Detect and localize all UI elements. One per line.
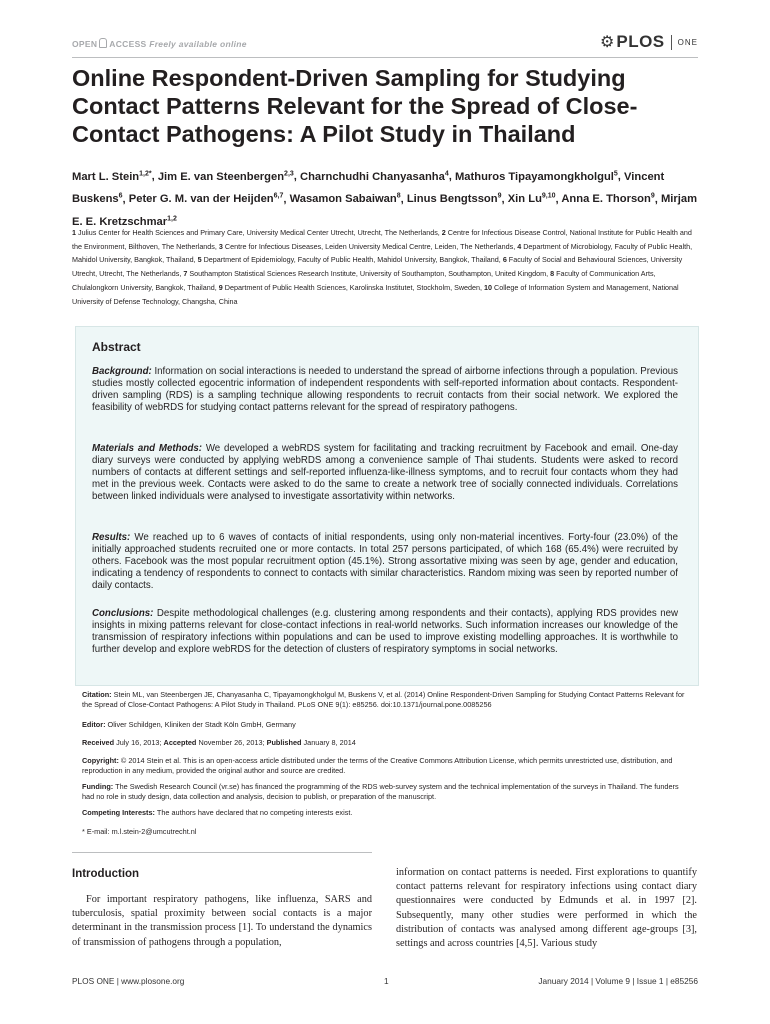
abstract-conclusions: Conclusions: Despite methodological challenges (e.g. clustering among respondents and their contacts), applying RDS provides new insights in mixing patterns relevant for close-contact infections in real-world networks. Such information increases our knowledge of the transmission of respiratory infections within populations and can be used to improve existing modelling approaches. It is worthwhile to further develop and explore webRDS for the detection of clusters of respiratory symptoms in social networks. [92,608,678,655]
author: Mirjam E. E. Kretzschmar$^{1,2}$ [72,193,698,229]
intro-right-column: information on contact patterns is needed. First explorations to quantify contact patterns relevant for respiratory infections using contact diary questionnaires were conducted by Edmunds et al. in 1997 [2]. Subsequently, many other studies were performed in which the distribution of contacts was analysed among different age-groups [3], settings and across countries [4,5]. Various study [396,867,697,950]
email: * E-mail: m.l.stein-2@umcutrecht.nl [82,827,197,836]
article-title: Online Respondent-Driven Sampling for Studying Contact Patterns Relevant for the Spread of Close-Contact Pathogens: A Pilot Study in Thailand [72,65,638,147]
citation: Citation: Stein ML, van Steenbergen JE, Chanyasanha C, Tipayamongkholgul M, Buskens V, et al. (2014) Online Respondent-Driven Sampling for Studying Contact Patterns Relevant for the Spread of Close-Contact Pathogens: A Pilot Study in Thailand. PLoS ONE 9(1): e85256. doi:10.1371/journal.pone.0085256 [82,690,685,710]
affiliations [72,226,702,308]
competing-interests: Competing Interests: The authors have declared that no competing interests exist. [82,808,353,817]
intro-left-column: For important respiratory pathogens, like influenza, SARS and tuberculosis, spatial proximity between social contacts is a major determinant in the transmission process [1]. To understand the dynamics of transmission of pathogens through a population, [72,894,372,948]
author: Charnchudhi Chanyasanha$^4$ [300,170,449,183]
affiliation: 8 Faculty of Communication Arts, Chulalongkorn University, Bangkok, Thailand, [72,269,656,292]
abstract-methods: Materials and Methods: We developed a webRDS system for facilitating and tracking recruitment by Facebook and email. One-day diary surveys were conducted by applying webRDS among a convenience sample of Thai students. Students were asked to record numbers of contacts at different settings and self-reported influenza-like-illness symptoms, and to recruit four contacts whom they had met in the previous week. Contacts were asked to do the same to create a network tree of socially connected individuals. Correlations between linked individuals were analysed to investigate assortativity within networks. [92,443,678,502]
funding: Funding: The Swedish Research Council (vr.se) has financed the programming of the RDS web-survey system and the technical implementation of the surveys in Thailand. The funders had no role in study design, data collection and analysis, decision to publish, or preparation of the manuscript. [82,782,679,802]
page-number: 1 [384,976,389,986]
footer-issue: January 2014 | Volume 9 | Issue 1 | e85256 [538,976,698,986]
abstract-results: Results: We reached up to 6 waves of contacts of initial respondents, using only non-material incentives. Forty-four (23.0%) of the initially approached students recruited one or more contacts. In total 257 persons participated, of which 168 (65.4%) were recruited by others. Facebook was the most popular recruitment option (45.1%). Strong assortative mixing was seen by age, gender and education, indicating a tendency of respondents to connect to contacts with similar characteristics. Random mixing was seen by reported number of daily contacts. [92,532,678,591]
header-rule [72,57,698,58]
affiliation: 6 Faculty of Social and Behavioural Sciences, University Utrecht, Utrecht, The Netherlands, [72,255,683,279]
affiliation: 2 Centre for Infectious Disease Control, National Institute for Public Health and the Environment, Bilthoven, The Netherlands, [72,228,692,251]
author: Anna E. Thorson$^9$ [561,192,655,206]
introduction-heading: Introduction [72,868,140,880]
affiliation: 7 Southampton Statistical Sciences Research Institute, University of Southampton, Southampton, United Kingdom, [183,269,551,279]
author: Mathuros Tipayamongkholgul$^5$ [454,170,618,183]
journal-header [72,32,698,54]
abstract-background: Background: Information on social interactions is needed to understand the spread of airborne infections through a population. Previous studies mostly collected egocentric information of independent respondents with self-reported information about contacts. Respondent-driven sampling (RDS) is a sampling technique allowing respondents to recruit contacts from their social network. We explored the feasibility of webRDS for studying contact patterns relevant for the spread of respiratory pathogens. [92,366,678,413]
affiliation: 10 College of Information System and Management, National University of Defense Technology, Changsha, China [72,282,679,306]
plos-logo-icon: ⚙ [600,34,615,51]
plos-one-logo: ⚙ PLOS ONE [600,32,698,51]
author: Mart L. Stein$^{1,2*}$ [72,170,152,183]
affiliation: 4 Department of Microbiology, Faculty of Public Health, Mahidol University, Bangkok, Thailand, [72,241,693,265]
author: Peter G. M. van der Heijden$^{6,7}$ [128,192,284,206]
affiliation: 9 Department of Public Health Sciences, Karolinska Institutet, Stockholm, Sweden, [218,282,485,292]
open-lock-icon [99,38,107,48]
footer-journal: PLOS ONE | www.plosone.org [72,976,185,986]
author: Xin Lu$^{9,10}$ [507,192,556,206]
section-rule [72,852,372,853]
affiliation: 3 Centre for Infectious Diseases, Leiden University Medical Centre, Leiden, The Netherlands, [218,241,518,251]
author: Jim E. van Steenbergen$^{2,3}$ [157,170,294,183]
open-access-label: OPEN ACCESS Freely available online [72,39,247,49]
copyright: Copyright: © 2014 Stein et al. This is an open-access article distributed under the terms of the Creative Commons Attribution License, which permits unrestricted use, distribution, and reproduction in any medium, provided the original author and source are credited. [82,756,673,776]
author: Vincent Buskens$^6$ [72,170,665,206]
dates: Received July 16, 2013; Accepted November 26, 2013; Published January 8, 2014 [82,738,356,747]
affiliation: 1 Julius Center for Health Sciences and Primary Care, University Medical Center Utrecht, Utrecht, The Netherlands, [72,228,442,237]
affiliation: 5 Department of Epidemiology, Faculty of Public Health, Mahidol University, Bangkok, Thailand, [197,255,503,265]
editor: Editor: Oliver Schildgen, Kliniken der Stadt Köln GmbH, Germany [82,720,296,729]
author-list: Mart L. Stein$^{1,2*}$, Jim E. van Steenbergen$^{2,3}$, Charnchudhi Chanyasanha$^4$, Mathuros Tipayamongkholgul$^5$, Vincent Buskens$^6$, Peter G. M. van der Heijden$^{6,7}$, Wasamon Sabaiwan$^8$, Linus Bengtsson$^9$, Xin Lu$^{9,10}$, Anna E. Thorson$^9$, Mirjam E. E. Kretzschmar$^{1,2}$ [72,170,698,229]
author: Linus Bengtsson$^9$ [406,192,502,206]
author: Wasamon Sabaiwan$^8$ [289,192,401,206]
abstract-heading: Abstract [92,340,141,354]
